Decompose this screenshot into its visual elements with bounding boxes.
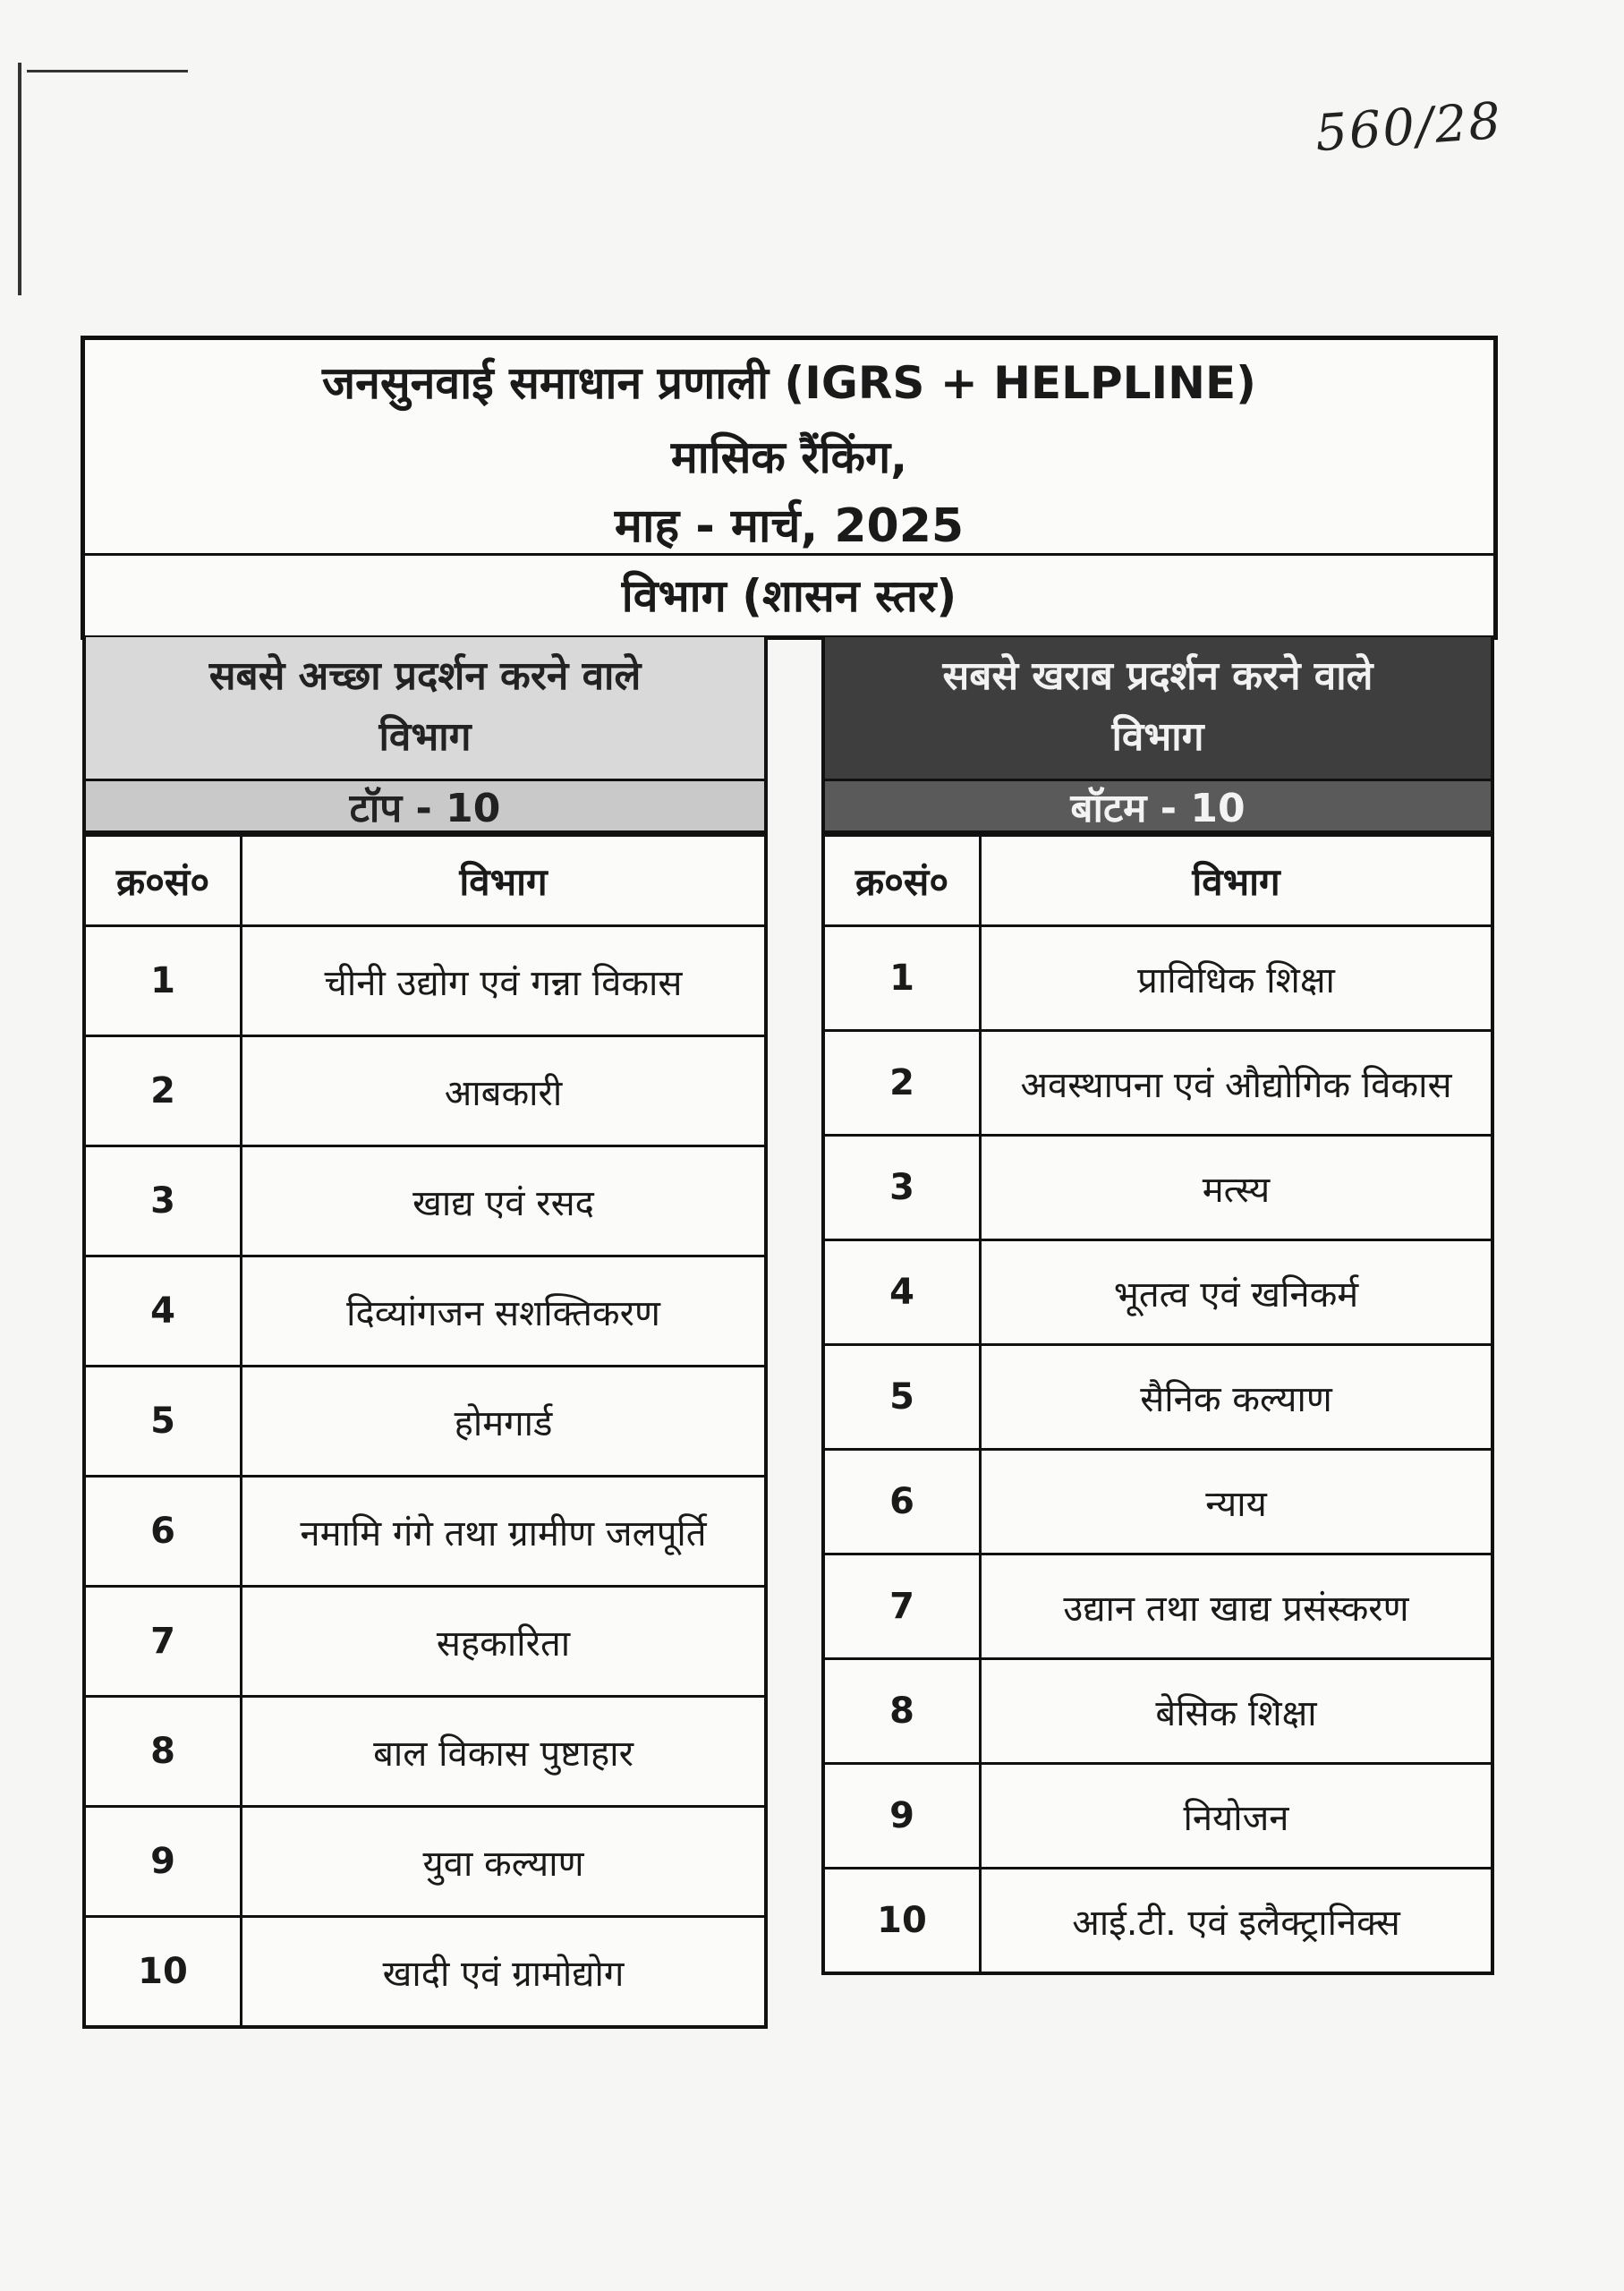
worst-performers-panel [821, 637, 1494, 1975]
table-row [84, 1256, 766, 1367]
report-header [81, 336, 1498, 640]
serial-cell: 7 [823, 1554, 981, 1659]
department-cell: होमगार्ड [242, 1367, 767, 1477]
department-cell: खाद्य एवं रसद [242, 1146, 767, 1256]
table-row [84, 1807, 766, 1917]
department-cell: अवस्थापना एवं औद्योगिक विकास [981, 1031, 1493, 1136]
scan-edge-mark [27, 70, 188, 72]
serial-cell: 10 [823, 1869, 981, 1974]
department-cell: चीनी उद्योग एवं गन्ना विकास [242, 926, 767, 1036]
department-cell: बेसिक शिक्षा [981, 1659, 1493, 1764]
department-cell: आबकारी [242, 1036, 767, 1146]
report-subtitle: मासिक रैंकिंग, [670, 431, 908, 483]
table-row [823, 1345, 1492, 1450]
department-cell: सहकारिता [242, 1587, 767, 1697]
table-row [84, 1146, 766, 1256]
table-row [823, 1240, 1492, 1345]
best-table [82, 834, 768, 2029]
serial-cell: 8 [823, 1659, 981, 1764]
table-row [84, 926, 766, 1036]
serial-cell: 6 [84, 1477, 242, 1587]
serial-cell: 10 [84, 1917, 242, 2028]
table-row [84, 1917, 766, 2028]
table-row [823, 1450, 1492, 1554]
department-cell: बाल विकास पुष्टाहार [242, 1697, 767, 1807]
worst-table [821, 834, 1494, 1975]
col-department-header: विभाग [242, 836, 767, 926]
department-cell: नमामि गंगे तथा ग्रामीण जलपूर्ति [242, 1477, 767, 1587]
col-department-header: विभाग [981, 836, 1493, 926]
department-cell: दिव्यांगजन सशक्तिकरण [242, 1256, 767, 1367]
table-row [823, 926, 1492, 1031]
table-row [84, 1367, 766, 1477]
serial-cell: 1 [823, 926, 981, 1031]
serial-cell: 5 [84, 1367, 242, 1477]
col-serial-header: क्र०सं० [84, 836, 242, 926]
table-header-row [823, 836, 1492, 926]
table-row [84, 1587, 766, 1697]
report-level: विभाग (शासन स्तर) [85, 553, 1493, 638]
serial-cell: 2 [84, 1036, 242, 1146]
table-row [823, 1136, 1492, 1240]
best-rank-label: टॉप - 10 [82, 779, 768, 834]
report-month: माह - मार्च, 2025 [614, 499, 965, 553]
serial-cell: 4 [823, 1240, 981, 1345]
serial-cell: 6 [823, 1450, 981, 1554]
best-heading-line2: विभाग [378, 714, 472, 760]
department-cell: उद्यान तथा खाद्य प्रसंस्करण [981, 1554, 1493, 1659]
table-row [84, 1477, 766, 1587]
serial-cell: 3 [84, 1146, 242, 1256]
worst-panel-heading [821, 637, 1494, 779]
table-row [84, 1697, 766, 1807]
best-panel-heading [82, 637, 768, 779]
best-heading-line1: सबसे अच्छा प्रदर्शन करने वाले [208, 653, 642, 699]
department-cell: सैनिक कल्याण [981, 1345, 1493, 1450]
serial-cell: 9 [84, 1807, 242, 1917]
department-cell: न्याय [981, 1450, 1493, 1554]
serial-cell: 5 [823, 1345, 981, 1450]
serial-cell: 7 [84, 1587, 242, 1697]
table-row [823, 1869, 1492, 1974]
worst-heading-line1: सबसे खराब प्रदर्शन करने वाले [942, 653, 1373, 699]
handwritten-note: 560/28 [1313, 91, 1505, 164]
scan-edge-mark [18, 63, 21, 295]
worst-heading-line2: विभाग [1111, 714, 1204, 760]
department-cell: युवा कल्याण [242, 1807, 767, 1917]
serial-cell: 3 [823, 1136, 981, 1240]
serial-cell: 8 [84, 1697, 242, 1807]
table-row [823, 1764, 1492, 1869]
best-performers-panel [82, 637, 768, 2029]
table-header-row [84, 836, 766, 926]
serial-cell: 1 [84, 926, 242, 1036]
table-row [823, 1659, 1492, 1764]
serial-cell: 4 [84, 1256, 242, 1367]
col-serial-header: क्र०सं० [823, 836, 981, 926]
serial-cell: 9 [823, 1764, 981, 1869]
department-cell: खादी एवं ग्रामोद्योग [242, 1917, 767, 2028]
department-cell: मत्स्य [981, 1136, 1493, 1240]
table-row [84, 1036, 766, 1146]
department-cell: आई.टी. एवं इलैक्ट्रानिक्स [981, 1869, 1493, 1974]
department-cell: नियोजन [981, 1764, 1493, 1869]
department-cell: भूतत्व एवं खनिकर्म [981, 1240, 1493, 1345]
department-cell: प्राविधिक शिक्षा [981, 926, 1493, 1031]
serial-cell: 2 [823, 1031, 981, 1136]
table-row [823, 1554, 1492, 1659]
table-row [823, 1031, 1492, 1136]
worst-rank-label: बॉटम - 10 [821, 779, 1494, 834]
report-title: जनसुनवाई समाधान प्रणाली (IGRS + HELPLINE) [322, 357, 1256, 409]
